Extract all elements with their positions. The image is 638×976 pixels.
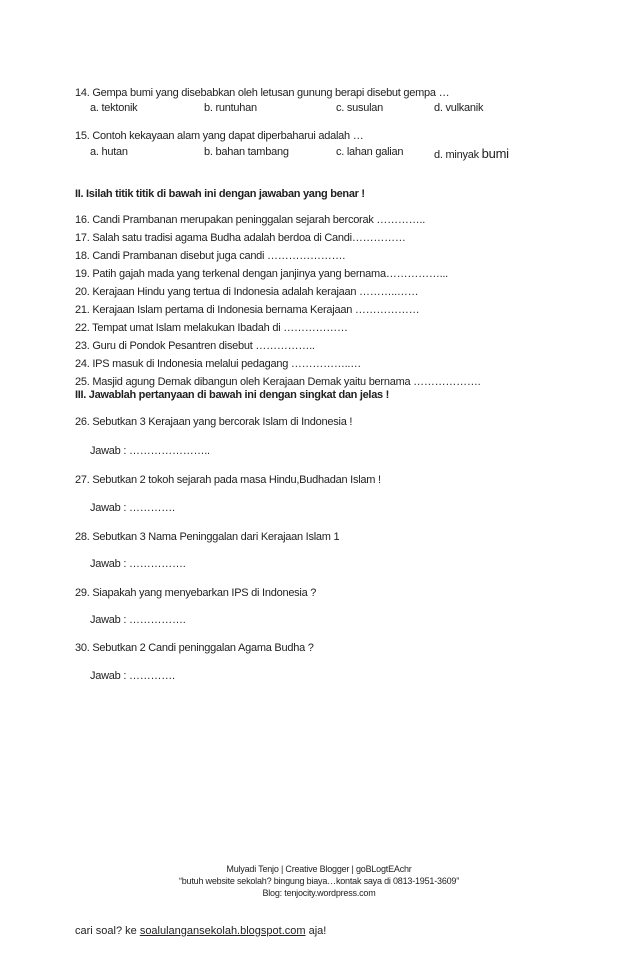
question-14-stem: 14. Gempa bumi yang disebabkan oleh letusan gunung berapi disebut gempa …	[75, 87, 450, 99]
question-14-option-b: b. runtuhan	[204, 102, 257, 114]
section-2-item: 20. Kerajaan Hindu yang tertua di Indonesia adalah kerajaan ………..……	[75, 286, 419, 298]
section-2-item: 18. Candi Prambanan disebut juga candi ………………….	[75, 250, 346, 262]
section-3-question: 26. Sebutkan 3 Kerajaan yang bercorak Islam di Indonesia !	[75, 416, 353, 428]
section-3-question: 28. Sebutkan 3 Nama Peninggalan dari Kerajaan Islam 1	[75, 531, 340, 543]
section-2-item: 25. Masjid agung Demak dibangun oleh Kerajaan Demak yaitu bernama ……………….	[75, 376, 481, 388]
question-14-option-c: c. susulan	[336, 102, 384, 114]
bottom-suffix: aja!	[305, 925, 327, 937]
footer-blog: Blog: tenjocity.wordpress.com	[262, 888, 376, 898]
section-2-item: 23. Guru di Pondok Pesantren disebut ……………..	[75, 340, 315, 352]
question-15-option-a: a. hutan	[90, 146, 128, 158]
answer-line: Jawab : …………….	[90, 614, 186, 626]
section-2-item: 21. Kerajaan Islam pertama di Indonesia bernama Kerajaan ………………	[75, 304, 420, 316]
answer-line: Jawab : …………………..	[90, 445, 210, 457]
section-2-item: 17. Salah satu tradisi agama Budha adalah berdoa di Candi……………	[75, 232, 406, 244]
question-15-option-d-tail: bumi	[481, 146, 509, 161]
answer-line: Jawab : ………….	[90, 670, 175, 682]
answer-line: Jawab : …………….	[90, 558, 186, 570]
footer-contact: “butuh website sekolah? bingung biaya…kontak saya di 0813-1951-3609”	[178, 876, 460, 886]
section-2-item: 16. Candi Prambanan merupakan peninggalan sejarah bercorak …………..	[75, 214, 426, 226]
section-2-heading: II. Isilah titik titik di bawah ini dengan jawaban yang benar !	[75, 188, 365, 200]
section-3-question: 29. Siapakah yang menyebarkan IPS di Indonesia ?	[75, 587, 317, 599]
section-3-question: 27. Sebutkan 2 tokoh sejarah pada masa Hindu,Budhadan Islam !	[75, 474, 381, 486]
question-15-option-b: b. bahan tambang	[204, 146, 289, 158]
question-14-option-a: a. tektonik	[90, 102, 138, 114]
question-15-stem: 15. Contoh kekayaan alam yang dapat diperbaharui adalah …	[75, 130, 364, 142]
footer-author: Mulyadi Tenjo | Creative Blogger | goBLogtEAchr	[226, 864, 412, 874]
bottom-prefix: cari soal? ke	[75, 925, 140, 937]
section-2-item: 24. IPS masuk di Indonesia melalui pedagang ……………..…	[75, 358, 361, 370]
question-14-option-d: d. vulkanik	[434, 102, 484, 114]
question-15-option-c: c. lahan galian	[336, 146, 404, 158]
section-2-item: 19. Patih gajah mada yang terkenal dengan janjinya yang bernama……………...	[75, 268, 448, 280]
question-15-option-d-text: d. minyak	[434, 149, 482, 161]
section-2-item: 22. Tempat umat Islam melakukan Ibadah di ………………	[75, 322, 348, 334]
bottom-promo	[75, 925, 326, 937]
section-3-question: 30. Sebutkan 2 Candi peninggalan Agama Budha ?	[75, 642, 314, 654]
answer-line: Jawab : ………….	[90, 502, 175, 514]
section-3-heading: III. Jawablah pertanyaan di bawah ini dengan singkat dan jelas !	[75, 389, 389, 401]
blog-link[interactable]: soalulangansekolah.blogspot.com	[139, 925, 306, 937]
question-15-option-d	[434, 146, 509, 161]
